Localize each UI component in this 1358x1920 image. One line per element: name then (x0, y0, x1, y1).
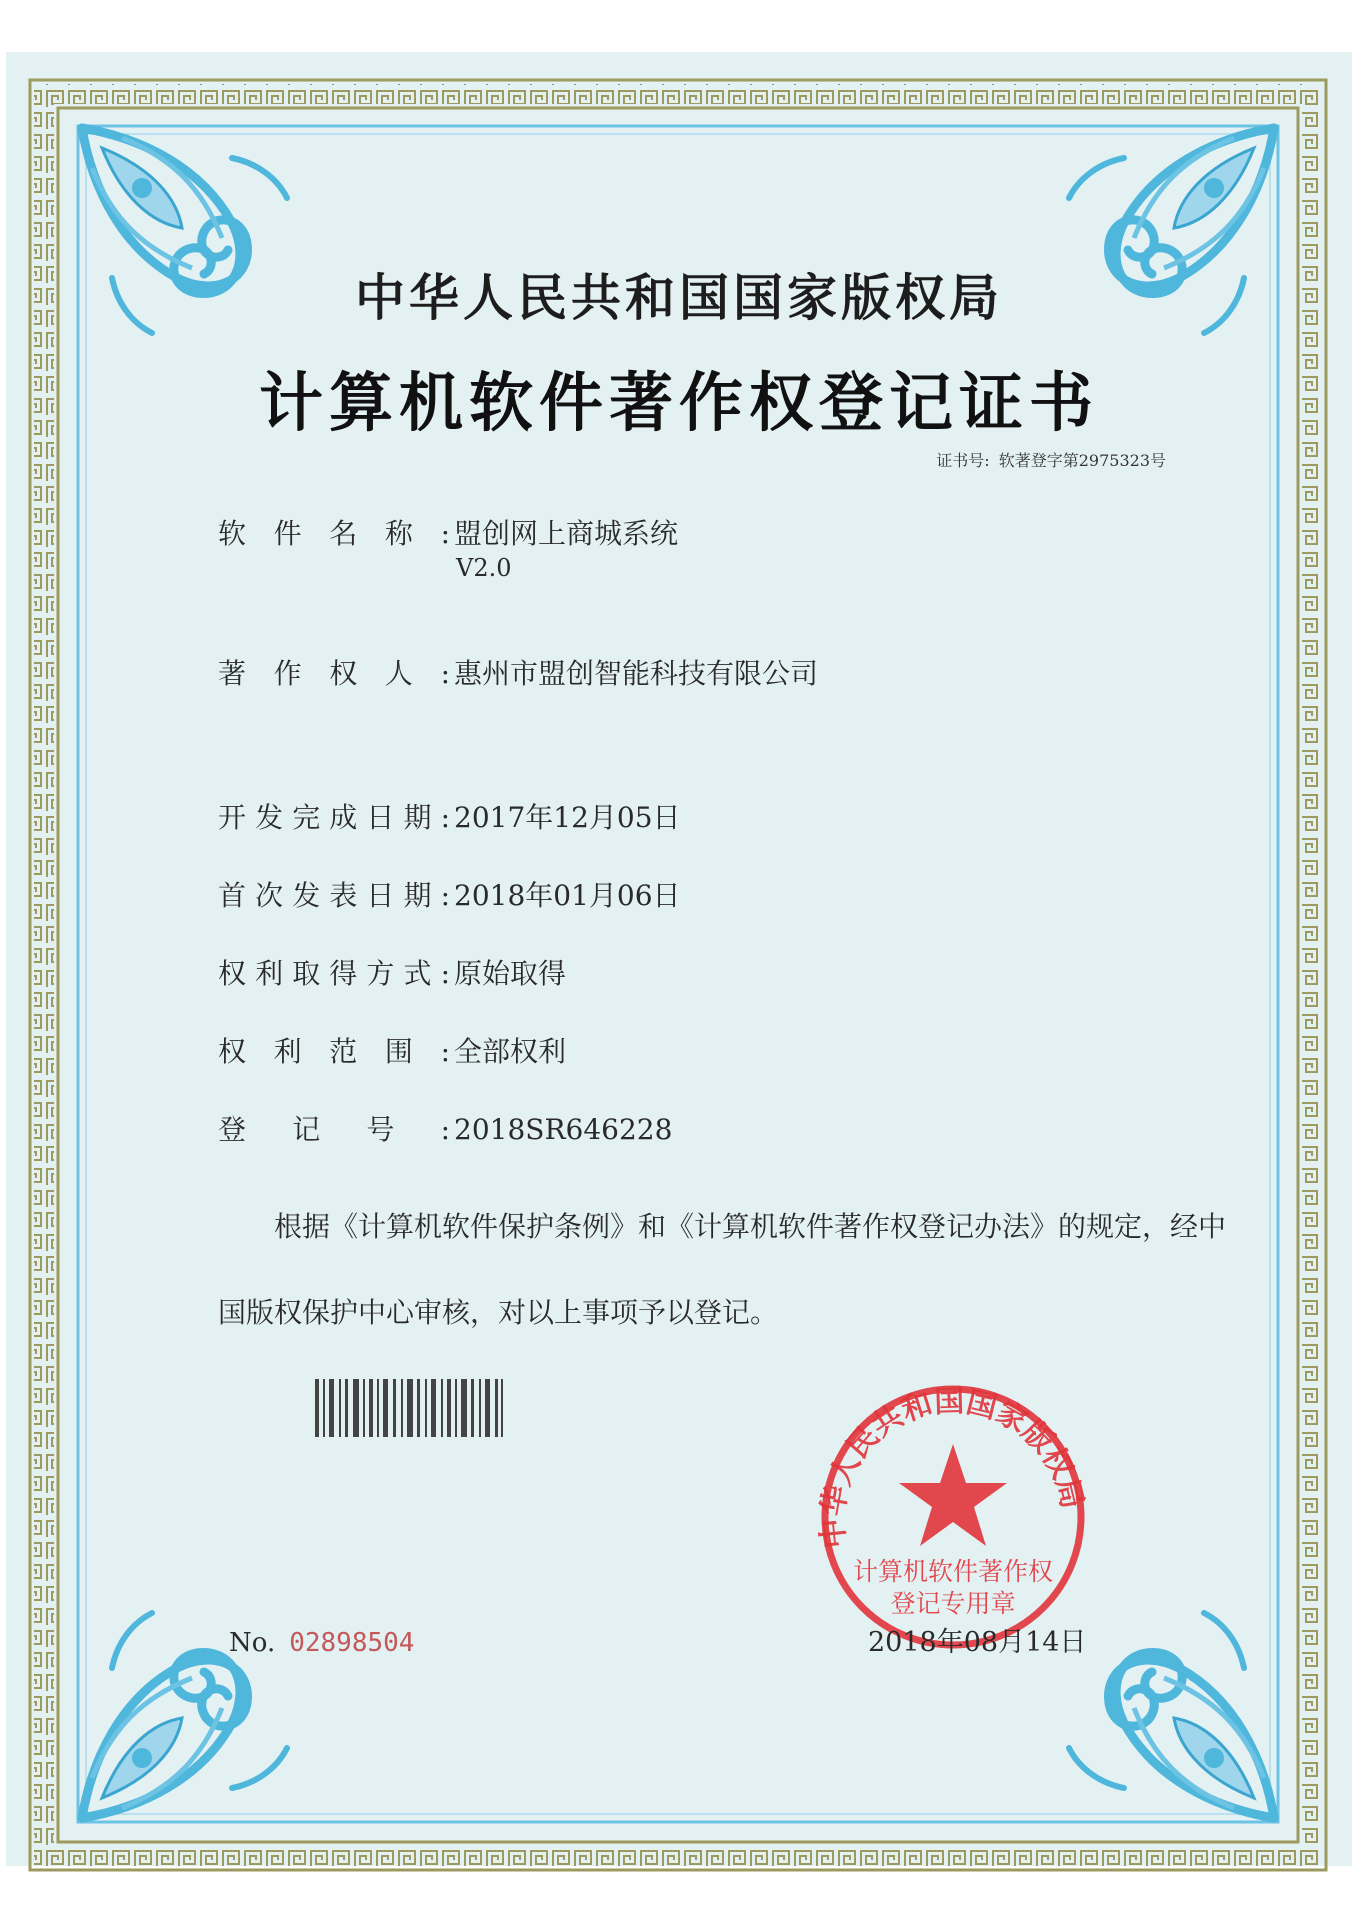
barcode (315, 1375, 505, 1441)
field-label: 首次发表日期: (218, 879, 450, 912)
field-label: 开发完成日期: (218, 801, 450, 834)
field-label: 权利范围: (218, 1035, 450, 1068)
field-acquisition-method (218, 952, 566, 992)
field-completion-date (218, 796, 681, 836)
serial-value: 02898504 (289, 1628, 415, 1658)
certificate-number-value: 软著登字第2975323号 (998, 451, 1166, 470)
field-value: 2018年01月06日 (454, 879, 681, 912)
issuer-heading: 中华人民共和国国家版权局 (355, 268, 1003, 327)
field-rights-scope (218, 1030, 566, 1070)
field-value: 盟创网上商城系统 (454, 517, 679, 550)
certificate-number (932, 448, 1166, 471)
seal-inner-line1: 计算机软件著作权 (852, 1557, 1054, 1586)
certificate-number-label: 证书号: (936, 451, 990, 470)
registration-statement: 根据《计算机软件保护条例》和《计算机软件著作权登记办法》的规定，经中国版权保护中心审核，对以上事项予以登记。 (218, 1210, 1227, 1329)
field-value: 惠州市盟创智能科技有限公司 (454, 657, 819, 690)
serial-prefix: No. (229, 1628, 276, 1658)
field-value: 全部权利 (454, 1035, 567, 1068)
seal-outer-text: 中华人民共和国国家版权局 (815, 1384, 1090, 1550)
field-value: 2018SR646228 (454, 1113, 673, 1146)
field-software-name (218, 512, 678, 552)
field-label: 权利取得方式: (218, 957, 450, 990)
ornament-bottom-right (1069, 1613, 1274, 1818)
seal-star-icon (899, 1444, 1007, 1546)
software-version: V2.0 (456, 554, 512, 582)
field-copyright-owner (218, 652, 818, 692)
field-label: 登记号: (218, 1113, 450, 1146)
field-value: 原始取得 (454, 957, 567, 990)
field-label: 著作权人: (218, 657, 450, 690)
field-publish-date (218, 874, 681, 914)
certificate-title: 计算机软件著作权登记证书 (259, 366, 1099, 441)
serial-number (229, 1628, 414, 1658)
field-label: 软件名称: (218, 517, 450, 550)
issue-date: 2018年08月14日 (868, 1627, 1087, 1658)
official-seal (808, 1372, 1098, 1662)
field-registration-number (218, 1108, 672, 1148)
field-value: 2017年12月05日 (454, 801, 681, 834)
seal-inner-line2: 登记专用章 (890, 1589, 1016, 1618)
